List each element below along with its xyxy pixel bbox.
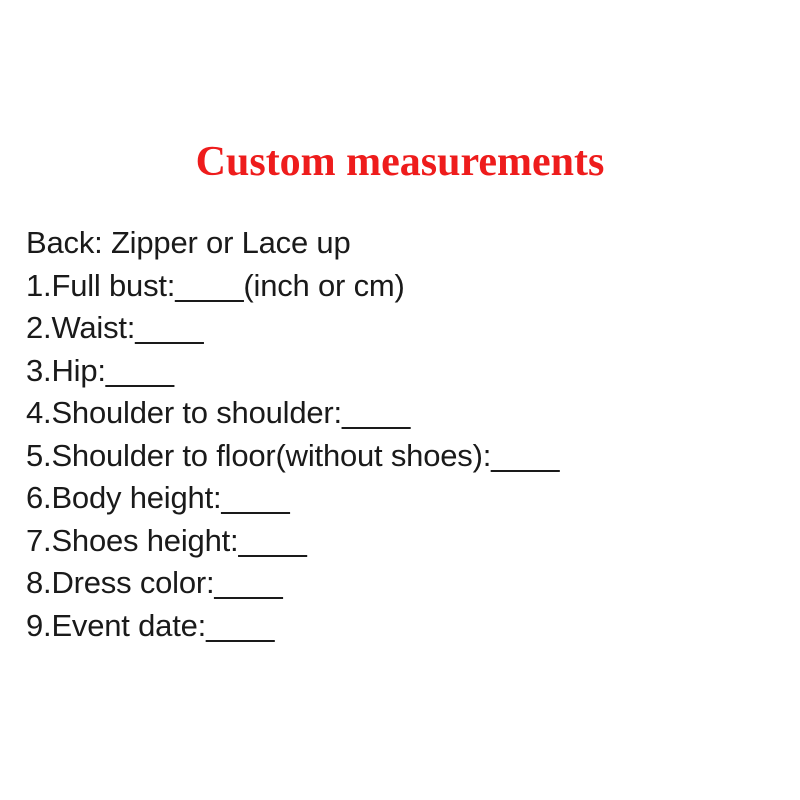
list-item: Back: Zipper or Lace up xyxy=(26,225,351,260)
list-item: 1.Full bust:____(inch or cm) xyxy=(26,267,405,303)
list-item: 7.Shoes height:____ xyxy=(26,522,307,558)
list-item: 6.Body height:____ xyxy=(26,480,290,515)
measurement-list xyxy=(26,222,786,647)
page-title: Custom measurements xyxy=(195,139,605,185)
list-item: 8.Dress color:____ xyxy=(26,565,283,600)
list-item: 9.Event date:____ xyxy=(26,607,275,643)
list-item: 2.Waist:____ xyxy=(26,310,204,345)
list-item: 5.Shoulder to floor(without shoes):____ xyxy=(26,437,560,473)
list-item: 4.Shoulder to shoulder:____ xyxy=(26,395,411,430)
list-item: 3.Hip:____ xyxy=(26,352,174,388)
